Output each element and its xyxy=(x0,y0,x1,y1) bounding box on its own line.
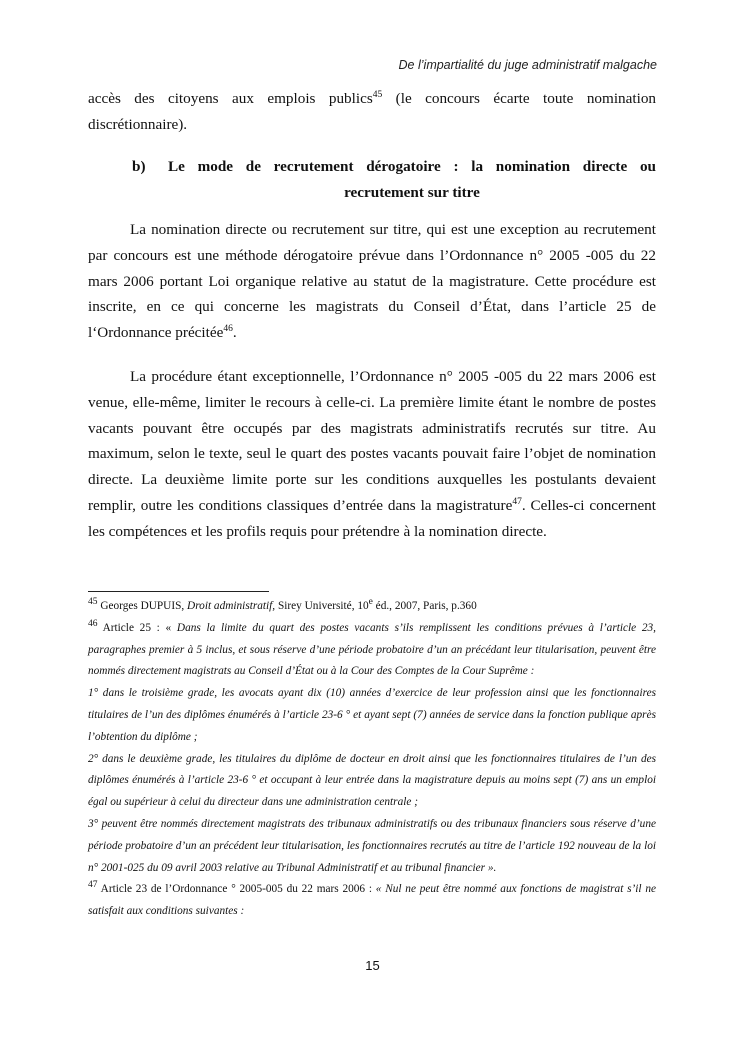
footnote-46: $^{46}$ Article 25 : « Dans la limite du quart des postes vacants s’ils remplissent les conditions prévues à l’article 23, paragraphes premier à 5 inclus, et sous réserve d’une période probatoire d’un an précédant leur titularisation, peuvent être nommés directement magistrats au Conseil d’État ou à la Cour des Comptes de la Cour Suprême : xyxy=(88,619,656,678)
footnote-45: $^{45}$ Georges DUPUIS, Droit administratif, Sirey Université, 10e éd., 2007, Paris, p.360 xyxy=(88,597,477,612)
footnotes xyxy=(88,596,656,923)
page-number: 15 xyxy=(365,958,380,973)
paragraph-direct-appointment xyxy=(88,217,656,346)
footnote-number: 46 xyxy=(88,619,98,630)
footnote-number: 47 xyxy=(88,880,98,891)
footnote-46-item-3: 3° peuvent être nommés directement magistrats des tribunaux administratifs ou des tribunaux financiers sous réserve d’une période probatoire d’un an précédent leur titularisation, les fonctionnaires recrutés au titre de l’article 192 nouveau de la loi n° 2001-025 du 09 avril 2003 relative au Tribunal Administratif et au tribunal financier ». xyxy=(88,817,656,874)
paragraph-text: (le concours écarte toute nomination discrétionnaire). xyxy=(88,90,657,133)
section-heading xyxy=(88,154,656,206)
footnote-ref-45[interactable]: 45 xyxy=(372,89,383,100)
footnote-ref-47[interactable]: 47 xyxy=(512,496,522,507)
paragraph-limits xyxy=(88,364,656,545)
footnote-ref-46[interactable]: 46 xyxy=(223,324,233,335)
paragraph-text: La procédure étant exceptionnelle, l’Ordonnance n° 2005 -005 du 22 mars 2006 est venue, elle-même, limiter le recours à celle-ci. La première limite étant le nombre de postes vacants pouvant être occupés par des magistrats administratifs recrutés sur titre. Au maximum, selon le texte, seul le quart des postes vacants pouvait faire l’objet de nomination directe. La deuxième limite porte sur les conditions auxquelles les postulants devaient remplir, outre les conditions classiques d’entrée dans la magistrature xyxy=(88,368,656,514)
footnote-46-item-1: 1° dans le troisième grade, les avocats ayant dix (10) années d’exercice de leur profession ainsi que les fonctionnaires titulaires de l’un des diplômes énumérés à l’article 23-6 ° et ayant sept (7) années de service dans la fonction publique après l’obtention du diplôme ; xyxy=(88,687,656,743)
paragraph-text: accès des citoyens aux emplois publics xyxy=(88,90,373,107)
paragraph-text: . xyxy=(232,324,237,342)
footnote-46-item-2: 2° dans le deuxième grade, les titulaires du diplôme de docteur en droit ainsi que les fonctionnaires titulaires de l’un des diplômes énumérés à l’article 23-6 ° et occupant à leur entrée dans la magistrature depuis au moins sept (7) ans un emploi égal ou supérieur à celui du directeur dans une administration centrale ; xyxy=(88,752,656,809)
running-header: De l’impartialité du juge administratif malgache xyxy=(398,58,657,72)
footnote-number: 45 xyxy=(88,597,98,608)
footnote-47: $^{47}$ Article 23 de l’Ordonnance ° 2005-005 du 22 mars 2006 : « Nul ne peut être nommé aux fonctions de magistrat s’il ne satisfait aux conditions suivantes : xyxy=(88,880,656,918)
footnote-separator xyxy=(88,591,269,592)
paragraph-continuation xyxy=(88,86,656,138)
paragraph-text: La nomination directe ou recrutement sur titre, qui est une exception au recrutement par concours est une méthode dérogatoire prévue dans l’Ordonnance n° 2005 -005 du 22 mars 2006 portant Loi organique relative au statut de la magistrature. Cette procédure est inscrite, en ce qui concerne les magistrats du Conseil d’État, dans l’article 25 de l‘Ordonnance précitée xyxy=(88,221,656,342)
section-title: Le mode de recrutement dérogatoire : la nomination directe ou recrutement sur titre xyxy=(168,158,656,201)
paragraph-text: . Celles-ci concernent les compétences et les profils requis pour prétendre à la nomination directe. xyxy=(88,496,656,540)
section-marker: b) xyxy=(132,158,146,175)
